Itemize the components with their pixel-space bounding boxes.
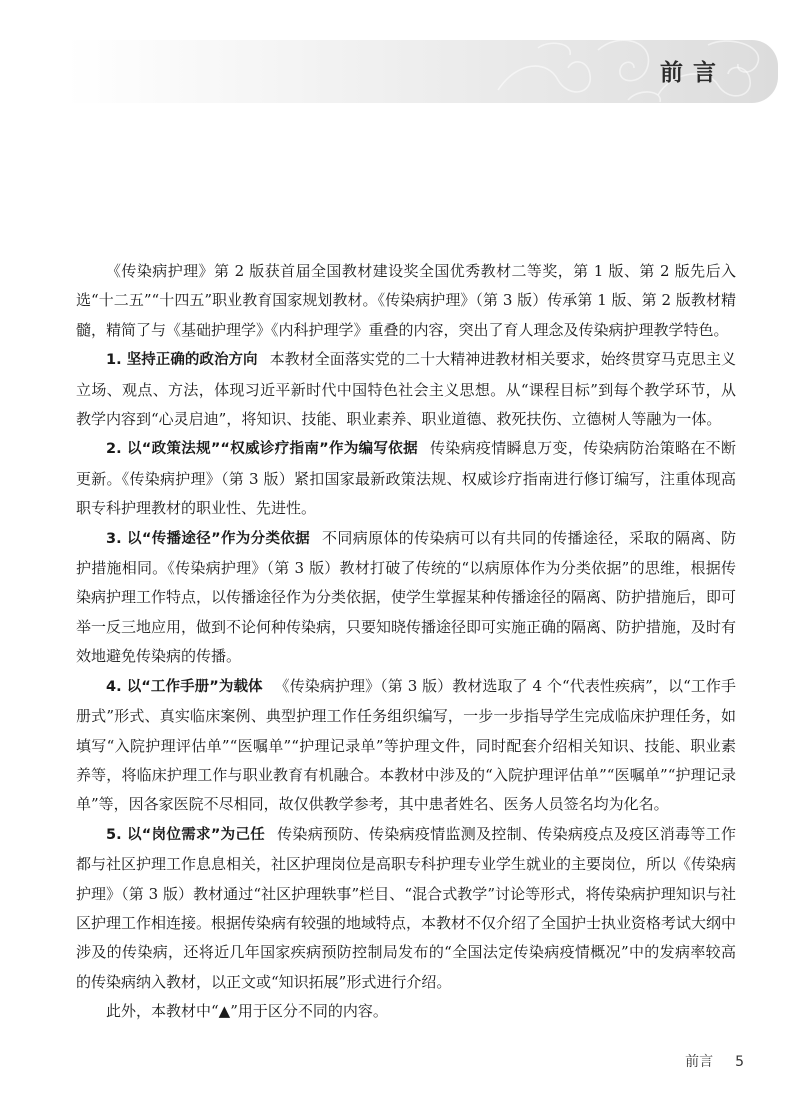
section-heading-1: 1. 坚持正确的政治方向 xyxy=(106,352,258,369)
section-text-2: 传染病疫情瞬息万变，传染病防治策略在不断更新。《传染病护理》（第 3 版）紧扣国家最新政策法规、权威诊疗指南进行修订编写，注重体现高职专科护理教材的职业性、先进性。 xyxy=(76,439,736,518)
chapter-header-band xyxy=(66,40,778,103)
preface-body xyxy=(76,257,736,1027)
section-paragraph-1 xyxy=(76,345,736,434)
closing-paragraph xyxy=(76,997,736,1026)
intro-paragraph xyxy=(76,257,736,345)
section-heading-2: 2. 以“政策法规”“权威诊疗指南”作为编写依据 xyxy=(106,441,418,458)
chapter-title: 前言 xyxy=(660,60,726,86)
section-paragraph-3 xyxy=(76,524,736,672)
intro-text: 《传染病护理》第 2 版获首届全国教材建设奖全国优秀教材二等奖，第 1 版、第 2 版先后入选“十二五”“十四五”职业教育国家规划教材。《传染病护理》（第 3 版）传承第 1 版、第 2 版教材精髓，精简了与《基础护理学》《内科护理学》重叠的内容，突出了育人理念及传染病护理教学特色。 xyxy=(76,262,736,339)
section-paragraph-2 xyxy=(76,434,736,523)
section-heading-4: 4. 以“工作手册”为载体 xyxy=(106,678,263,695)
section-text-5: 传染病预防、传染病疫情监测及控制、传染病疫点及疫区消毒等工作都与社区护理工作息息相关，社区护理岗位是高职专科护理专业学生就业的主要岗位，所以《传染病护理》（第 3 版）教材通过“社区护理轶事”栏目、“混合式教学”讨论等形式，将传染病护理知识与社区护理工作相连接。根据传染病有较强的地域特点，本教材不仅介绍了全国护士执业资格考试大纲中涉及的传染病，还将近几年国家疾病预防控制局发布的“全国法定传染病疫情概况”中的发病率较高的传染病纳入教材，以正文或“知识拓展”形式进行介绍。 xyxy=(76,824,737,991)
section-text-1: 本教材全面落实党的二十大精神进教材相关要求，始终贯穿马克思主义立场、观点、方法，体现习近平新时代中国特色社会主义思想。从“课程目标”到每个教学环节，从教学内容到“心灵启迪”，将知识、技能、职业素养、职业道德、救死扶伤、立德树人等融为一体。 xyxy=(76,350,736,429)
page-footer xyxy=(685,1051,744,1071)
page-number: 5 xyxy=(735,1054,744,1070)
section-text-4: 《传染病护理》（第 3 版）教材选取了 4 个“代表性疾病”，以“工作手册式”形式、真实临床案例、典型护理工作任务组织编写，一步一步指导学生完成临床护理任务，如填写“入院护理评估单”“医嘱单”“护理记录单”等护理文件，同时配套介绍相关知识、技能、职业素养等，将临床护理工作与职业教育有机融合。本教材中涉及的“入院护理评估单”“医嘱单”“护理记录单”等，因各家医院不尽相同，故仅供教学参考，其中患者姓名、医务人员签名均为化名。 xyxy=(76,676,736,814)
section-paragraph-5 xyxy=(76,820,736,997)
section-paragraph-4 xyxy=(76,672,736,820)
section-heading-5: 5. 以“岗位需求”为己任 xyxy=(106,826,266,843)
section-text-3: 不同病原体的传染病可以有共同的传播途径，采取的隔离、防护措施相同。《传染病护理》（第 3 版）教材打破了传统的“以病原体作为分类依据”的思维，根据传染病护理工作特点，以传播途径作为分类依据，使学生掌握某种传播途径的隔离、防护措施后，即可举一反三地应用，做到不论何种传染病，只要知晓传播途径即可实施正确的隔离、防护措施，及时有效地避免传染病的传播。 xyxy=(76,528,737,666)
section-heading-3: 3. 以“传播途径”作为分类依据 xyxy=(106,530,311,547)
closing-text: 此外，本教材中“▲”用于区分不同的内容。 xyxy=(106,1002,388,1021)
cloud-pattern-decoration xyxy=(478,40,778,103)
footer-section-label: 前言 xyxy=(685,1054,714,1070)
